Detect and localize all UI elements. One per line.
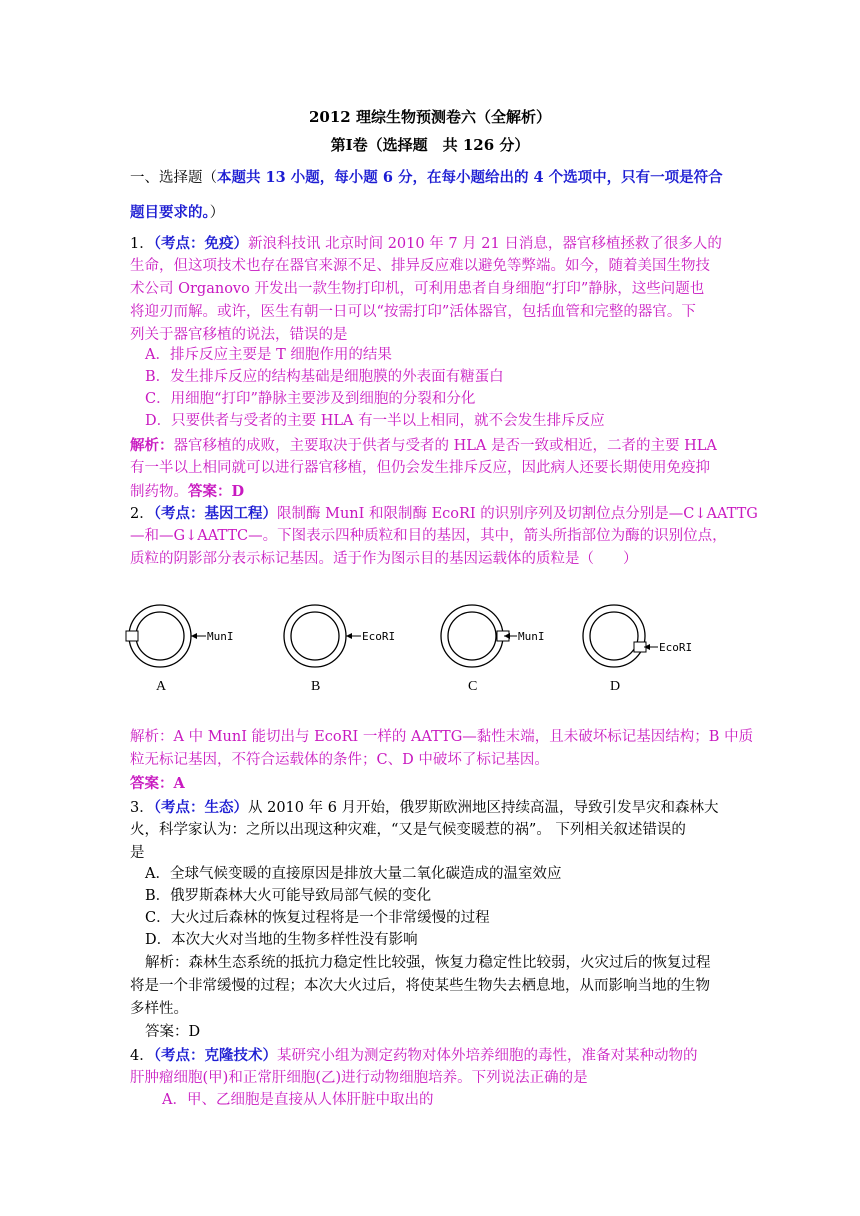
option-c: C．用细胞“打印”静脉主要涉及到细胞的分裂和分化	[145, 391, 476, 407]
section-header: 一、选择题（本题共 13 小题，每小题 6 分，在每小题给出的 4 个选项中，只有一项是符合	[130, 169, 723, 186]
document-subtitle: 第Ⅰ卷（选择题 共 126 分）	[330, 136, 530, 154]
plasmid-d	[583, 605, 692, 694]
document-title: 2012 理综生物预测卷六（全解析）	[309, 108, 551, 126]
plasmid-c	[441, 605, 545, 694]
question-text-line: 列关于器官移植的说法，错误的是	[130, 327, 348, 343]
option-a: A．甲、乙细胞是直接从人体肝脏中取出的	[162, 1092, 434, 1108]
analysis-line: 将是一个非常缓慢的过程；本次大火过后，将使某些生物失去栖息地，从而影响当地的生物	[130, 978, 710, 994]
marker-gene	[126, 631, 138, 641]
option-b: B．发生排斥反应的结构基础是细胞膜的外表面有糖蛋白	[145, 369, 504, 385]
site-label: MunI	[518, 630, 545, 643]
analysis-line: 有一半以上相同就可以进行器官移植，但仍会发生排斥反应，因此病人还要长期使用免疫抑	[130, 460, 710, 476]
question-text-line: —和—G↓AATTC—。下图表示四种质粒和目的基因，其中，箭头所指部位为酶的识别位点，	[130, 528, 727, 544]
question-text-line: 肝肿瘤细胞(甲)和正常肝细胞(乙)进行动物细胞培养。下列说法正确的是	[130, 1070, 588, 1086]
site-label: EcoRI	[362, 630, 396, 643]
answer-2: 答案：A	[130, 775, 185, 792]
answer-3: 答案：D	[145, 1024, 201, 1040]
option-c: C．大火过后森林的恢复过程将是一个非常缓慢的过程	[145, 910, 490, 926]
analysis-line: 粒无标记基因，不符合运载体的条件；C、D 中破坏了标记基因。	[130, 752, 549, 768]
analysis-3: 解析：森林生态系统的抵抗力稳定性比较强，恢复力稳定性比较弱，火灾过后的恢复过程	[145, 955, 711, 971]
question-1: 1．（考点：免疫）新浪科技讯 北京时间 2010 年 7 月 21 日消息，器官移植拯救了很多人的	[130, 235, 722, 252]
question-tag: （考点：免疫）	[153, 235, 248, 252]
option-d: D．只要供者与受者的主要 HLA 有一半以上相同，就不会发生排斥反应	[145, 413, 605, 429]
analysis-line: 多样性。	[130, 1001, 188, 1017]
site-label: EcoRI	[659, 641, 693, 654]
option-d: D．本次大火对当地的生物多样性没有影响	[145, 932, 418, 948]
question-3: 3．（考点：生态）从 2010 年 6 月开始，俄罗斯欧洲地区持续高温，导致引发旱灾和森林大	[130, 799, 719, 816]
question-text-line: 将迎刃而解。或许，医生有朝一日可以“按需打印”活体器官，包括血管和完整的器官。下	[130, 304, 696, 320]
question-tag: （考点：生态）	[153, 799, 248, 816]
section-instructions: 本题共 13 小题，每小题 6 分，在每小题给出的 4 个选项中，只有一项是符合	[217, 169, 723, 186]
answer-1: 答案：D	[188, 483, 245, 500]
question-2: 2．（考点：基因工程）限制酶 MunI 和限制酶 EcoRI 的识别序列及切割位点分别是—C↓AATTG	[130, 505, 758, 522]
plasmid-label: D	[610, 679, 621, 694]
plasmid-a	[126, 605, 234, 694]
analysis-line: 制药物。答案：D	[130, 483, 245, 500]
question-tag: （考点：基因工程）	[153, 505, 277, 522]
plasmid-figure	[120, 598, 740, 698]
site-label: MunI	[207, 630, 234, 643]
question-text-line: 生命，但这项技术也存在器官来源不足、排异反应难以避免等弊端。如今，随着美国生物技	[130, 258, 710, 274]
question-text-line: 是	[130, 845, 145, 861]
option-b: B．俄罗斯森林大火可能导致局部气候的变化	[145, 888, 432, 904]
option-a: A．排斥反应主要是 T 细胞作用的结果	[145, 347, 392, 363]
analysis-2: 解析：A 中 MunI 能切出与 EcoRI 一样的 AATTG—黏性末端，且未破坏标记基因结构；B 中质	[130, 729, 754, 745]
plasmid-b	[284, 605, 395, 694]
option-a: A．全球气候变暖的直接原因是排放大量二氧化碳造成的温室效应	[145, 866, 562, 882]
question-text-line: 质粒的阴影部分表示标记基因。适于作为图示目的基因运载体的质粒是（ ）	[130, 551, 638, 567]
plasmid-label: B	[311, 679, 321, 694]
question-tag: （考点：克隆技术）	[153, 1047, 277, 1064]
question-text-line: 火，科学家认为：之所以出现这种灾难，“又是气候变暖惹的祸”。 下列相关叙述错误的	[130, 822, 686, 838]
section-header-cont: 题目要求的。）	[130, 204, 225, 221]
plasmid-label: A	[156, 679, 167, 694]
analysis-1: 解析：器官移植的成败，主要取决于供者与受者的 HLA 是否一致或相近，二者的主要 HLA	[130, 437, 717, 454]
question-text-line: 术公司 Organovo 开发出一款生物打印机，可利用患者自身细胞“打印”静脉，这些问题也	[130, 281, 705, 297]
plasmid-label: C	[468, 679, 478, 694]
question-4: 4．（考点：克隆技术）某研究小组为测定药物对体外培养细胞的毒性，准备对某种动物的	[130, 1047, 698, 1064]
